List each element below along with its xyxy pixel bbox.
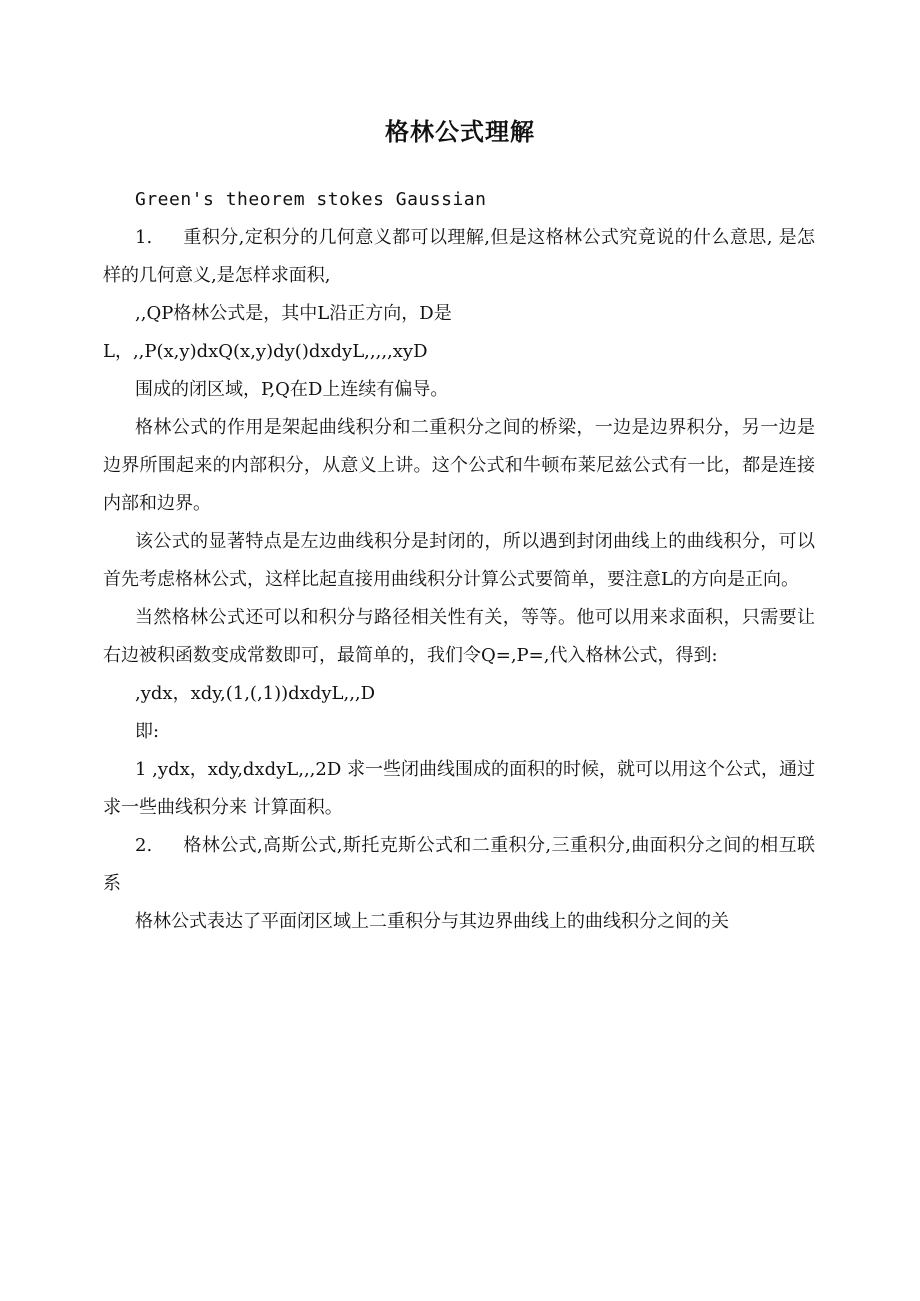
paragraph-role: 格林公式的作用是架起曲线积分和二重积分之间的桥梁，一边是边界积分，另一边是边界所围起来的内部积分，从意义上讲。这个公式和牛顿布莱尼兹公式有一比，都是连接内部和边界。	[103, 417, 815, 514]
paragraph-feature: 该公式的显著特点是左边曲线积分是封闭的，所以遇到封闭曲线上的曲线积分，可以首先考虑格林公式，这样比起直接用曲线积分计算公式要简单，要注意L的方向是正向。	[103, 531, 815, 590]
formula-line-b: L，,,P(x,y)dxQ(x,y)dy()dxdyL,,,,,xyD	[103, 341, 428, 362]
paragraph-question-2	[103, 827, 815, 903]
formula-line-d: 1 ,ydx，xdy,dxdyL,,,2D 求一些闭曲线围成的面积的时候，就可以用这个公式，通过求一些曲线积分来 计算面积。	[103, 759, 815, 818]
question-2-text: 格林公式,高斯公式,斯托克斯公式和二重积分,三重积分,曲面积分之间的相互联系	[103, 835, 815, 894]
paragraph-theorems: Green's theorem stokes Gaussian	[135, 189, 487, 210]
document-title: 格林公式理解	[385, 118, 535, 146]
paragraph-question-1	[103, 219, 815, 295]
document-body	[103, 181, 815, 941]
paragraph-last: 格林公式表达了平面闭区域上二重积分与其边界曲线上的曲线积分之间的关	[135, 911, 729, 932]
question-1-text: 重积分,定积分的几何意义都可以理解,但是这格林公式究竟说的什么意思, 是怎样的几何意义,是怎样求面积,	[103, 227, 815, 286]
paragraph-area: 当然格林公式还可以和积分与路径相关性有关，等等。他可以用来求面积，只需要让右边被积函数变成常数即可，最简单的，我们令Q=,P=,代入格林公式，得到:	[103, 607, 815, 666]
paragraph-ji: 即:	[135, 721, 160, 742]
formula-line-c: ,ydx，xdy,(1,(,1))dxdyL,,,D	[135, 683, 376, 704]
formula-line-a: ,,QP格林公式是，其中L沿正方向，D是	[135, 303, 452, 324]
paragraph-region: 围成的闭区域，P,Q在D上连续有偏导。	[135, 379, 449, 400]
item-number-2: 2.	[135, 835, 153, 856]
item-number-1: 1.	[135, 227, 153, 248]
